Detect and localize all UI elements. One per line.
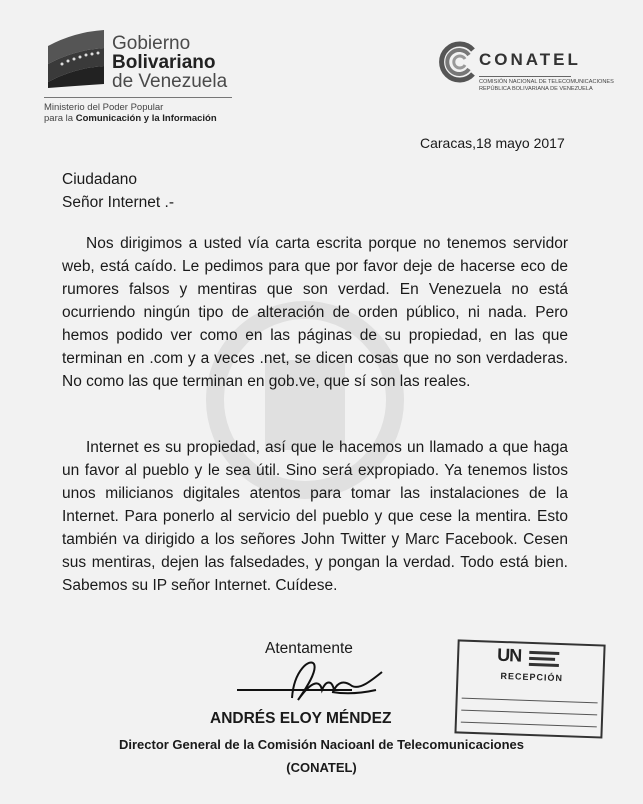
closing: Atentamente xyxy=(265,640,353,657)
ministry-name xyxy=(44,102,264,124)
conatel-sub-line2: REPÚBLICA BOLIVARIANA DE VENEZUELA xyxy=(479,86,593,92)
stamp-logo: UN xyxy=(496,644,522,666)
conatel-divider xyxy=(479,76,571,77)
ministry-line2-bold: Comunicación y la Información xyxy=(75,113,217,124)
signer-organization: (CONATEL) xyxy=(286,760,357,775)
salutation-line1: Ciudadano xyxy=(62,171,137,188)
body-paragraph-2 xyxy=(62,436,568,597)
gov-logo-line1: Gobierno xyxy=(112,33,191,54)
salutation-line2: Señor Internet .- xyxy=(62,194,175,211)
reception-stamp xyxy=(454,639,607,740)
paragraph-1-text: Nos dirigimos a usted vía carta escrita porque no tenemos servidor web, está caído. Le pedimos para que por favor deje de hacerse eco de rumores falsos y mentiras que son verdad. En Venezuela no está ocurriendo ningún tipo de alteración de orden público, ni nada. Pero hemos podido ver como en las páginas de su propiedad, en las que terminan en .com y a veces .net, se dicen cosas que no son verdaderas. No como las que terminan en gob.ve, que sí son las reales. xyxy=(62,235,568,390)
conatel-swirl-icon xyxy=(433,40,477,84)
handwritten-signature xyxy=(232,650,392,710)
stamp-label: RECEPCIÓN xyxy=(500,670,564,684)
venezuela-flag-icon xyxy=(44,28,108,88)
salutation xyxy=(62,168,174,214)
ministry-line1: Ministerio del Poder Popular xyxy=(44,102,164,113)
gov-logo-line2: Bolivariano xyxy=(112,52,216,73)
government-logo xyxy=(44,24,244,124)
conatel-sub-line1: COMISIÓN NACIONAL DE TELECOMUNICACIONES xyxy=(479,79,614,85)
conatel-subtitle xyxy=(479,79,614,93)
gov-logo-divider xyxy=(44,97,232,98)
signer-name: ANDRÉS ELOY MÉNDEZ xyxy=(210,710,392,727)
conatel-name: CONATEL xyxy=(479,50,581,69)
paragraph-2-text: Internet es su propiedad, así que le hacemos un llamado a que haga un favor al pueblo y le sea útil. Sino será expropiado. Ya tenemos listos unos milicianos digitales atentos para tomar las instalaciones de la Internet. Para ponerlo al servicio del pueblo y que cese la mentira. Esto también va dirigido a los señores John Twitter y Marc Facebook. Cesen sus mentiras, dejen las falsedades, y pongan la verdad. Todo está bien. Sabemos su IP señor Internet. Cuídese. xyxy=(62,439,568,594)
conatel-logo xyxy=(433,38,614,108)
ministry-line2-prefix: para la xyxy=(44,113,74,124)
signer-title: Director General de la Comisión Nacioanl de Telecomunicaciones xyxy=(118,737,525,752)
body-paragraph-1 xyxy=(62,232,568,393)
stamp-logo-mark-icon xyxy=(527,648,568,673)
gov-logo-line3: de Venezuela xyxy=(112,71,228,92)
letter-date: Caracas,18 mayo 2017 xyxy=(420,135,565,151)
